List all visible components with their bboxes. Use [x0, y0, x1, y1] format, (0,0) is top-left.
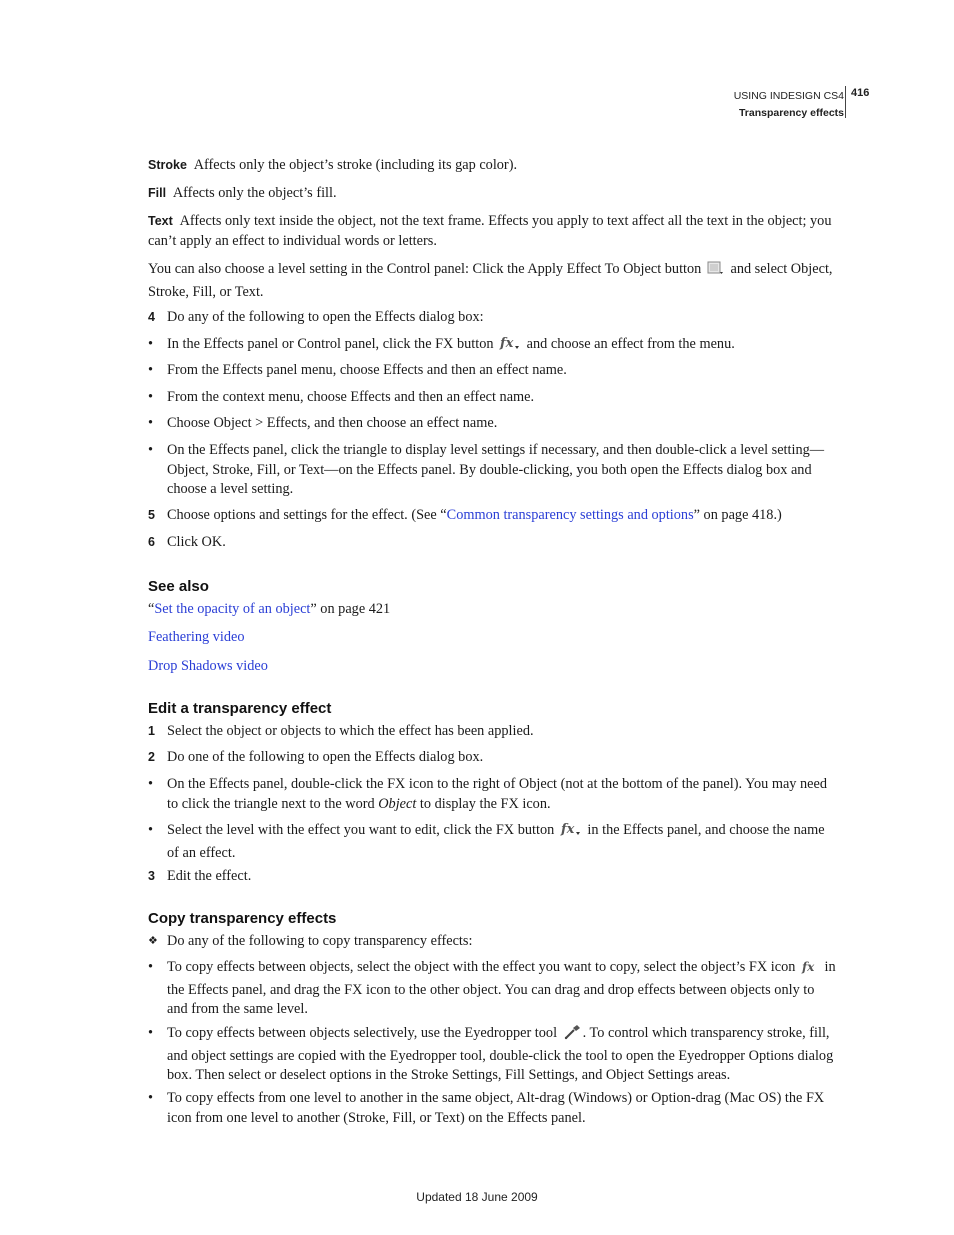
step-6 — [148, 533, 838, 553]
paragraph-text: and select Object, Stroke, Fill, or Text. — [148, 261, 833, 300]
apply-effect-icon — [707, 261, 725, 283]
section-title: Transparency effects — [738, 107, 844, 119]
bullet: • — [148, 389, 154, 405]
list-item-text: Choose Object > Effects, and then choose an effect name. — [167, 415, 498, 431]
def-text: Affects only text inside the object, not the text frame. Effects you apply to text affect all the text in the object; you can’t apply an effect to individual words or letters. — [148, 213, 832, 249]
def-stroke — [148, 156, 517, 176]
step-number: 1 — [148, 724, 155, 738]
edit-step-3 — [148, 867, 838, 887]
level-paragraph — [148, 260, 838, 302]
list-item-text: in the Effects panel, and choose the name of an effect. — [167, 822, 825, 861]
step-4 — [148, 308, 838, 328]
bullet: • — [148, 822, 154, 838]
svg-text:fx: fx — [500, 336, 514, 351]
bullet: • — [148, 362, 154, 378]
list-item — [148, 361, 838, 381]
header-divider — [845, 86, 846, 118]
def-text-item — [148, 212, 838, 251]
fx-button-icon — [499, 335, 521, 358]
list-item-text: To copy effects between objects selectively, use the Eyedropper tool — [167, 1025, 558, 1041]
list-item — [148, 388, 838, 408]
svg-text:fx: fx — [801, 960, 815, 974]
page-number: 416 — [851, 87, 870, 99]
fx-icon — [801, 960, 819, 981]
link-common-transparency-settings[interactable]: Common transparency settings and options — [446, 507, 694, 523]
see-also-item — [148, 628, 244, 648]
running-header — [734, 88, 844, 122]
step-number: 5 — [148, 508, 155, 522]
link-drop-shadows-video[interactable]: Drop Shadows video — [148, 658, 268, 674]
link-feathering-video[interactable]: Feathering video — [148, 629, 245, 645]
list-item — [148, 775, 838, 814]
list-item — [148, 1089, 838, 1128]
step-text: Do one of the following to open the Effects dialog box. — [167, 749, 484, 765]
list-item-text: In the Effects panel or Control panel, click the FX button — [167, 336, 494, 352]
diamond-bullet-icon: ❖ — [148, 935, 158, 947]
see-also-item — [148, 600, 390, 620]
list-item — [148, 958, 838, 1020]
see-also-item — [148, 657, 268, 677]
edit-step-2 — [148, 748, 838, 768]
bullet: • — [148, 336, 154, 352]
list-item-text: . To control which transparency stroke, fill, and object settings are copied with the Eyedropper tool, double-click the tool to open the Eyedropper Options dialog box. Then select or deselect options in the Stroke Settings, Fill Settings, and Object Settings areas. — [167, 1025, 834, 1083]
intro-text: Do any of the following to copy transparency effects: — [167, 933, 473, 949]
quote-mark: “ — [148, 601, 155, 617]
bullet: • — [148, 776, 154, 792]
step-text: Select the object or objects to which the effect has been applied. — [167, 723, 534, 739]
list-item — [148, 441, 838, 500]
step-number: 2 — [148, 750, 155, 764]
eyedropper-icon — [563, 1024, 581, 1047]
copy-intro — [148, 932, 838, 952]
edit-step-1 — [148, 722, 838, 742]
bullet: • — [148, 959, 154, 975]
def-text: Affects only the object’s stroke (including its gap color). — [193, 157, 518, 173]
step-text: ” on page 418.) — [693, 507, 782, 523]
step-5 — [148, 506, 838, 526]
list-item-text: On the Effects panel, click the triangle to display level settings if necessary, and then double-click a level setting—Object, Stroke, Fill, or Text—on the Effects panel. By double-clicking, you both open the Effects dialog box and choose a level setting. — [167, 442, 825, 497]
list-item — [148, 1024, 838, 1086]
def-text: Affects only the object’s fill. — [172, 185, 337, 201]
list-item-text: in the Effects panel, and drag the FX icon to the other object. You can drag and drop effects between objects only to and from the same level. — [167, 959, 836, 1017]
bullet: • — [148, 1090, 154, 1106]
list-item-text: On the Effects panel, double-click the FX icon to the right of Object (not at the bottom of the panel). You may need to click the triangle next to the word — [167, 776, 828, 812]
def-fill — [148, 184, 337, 204]
bullet: • — [148, 1025, 154, 1041]
def-term: Stroke — [148, 158, 187, 172]
step-number: 4 — [148, 310, 155, 324]
list-item-text: To copy effects from one level to another in the same object, Alt-drag (Windows) or Option-drag (Mac OS) the FX icon from one level to another (Stroke, Fill, or Text) on the Effects panel. — [167, 1090, 825, 1126]
link-set-opacity[interactable]: Set the opacity of an object — [154, 601, 311, 617]
bullet: • — [148, 442, 154, 458]
list-item-text: From the Effects panel menu, choose Effects and then an effect name. — [167, 362, 567, 378]
doc-title: USING INDESIGN CS4 — [733, 90, 844, 102]
edit-heading: Edit a transparency effect — [148, 700, 332, 717]
list-item-text: and choose an effect from the menu. — [526, 336, 735, 352]
list-item — [148, 335, 838, 358]
paragraph-text: You can also choose a level setting in the Control panel: Click the Apply Effect To Object button — [148, 261, 702, 277]
list-item — [148, 821, 838, 863]
def-term: Text — [148, 214, 173, 228]
see-also-heading: See also — [148, 578, 209, 595]
step-text: Click OK. — [167, 534, 226, 550]
list-item-text: to display the FX icon. — [419, 795, 551, 812]
svg-text:fx: fx — [560, 822, 575, 837]
def-term: Fill — [148, 186, 167, 200]
list-item-text: From the context menu, choose Effects and then an effect name. — [167, 389, 535, 405]
step-text: Choose options and settings for the effect. (See “ — [167, 507, 447, 523]
bullet: • — [148, 415, 154, 431]
copy-heading: Copy transparency effects — [148, 910, 337, 927]
list-item-text: Select the level with the effect you want to edit, click the FX button — [167, 822, 555, 838]
emphasis-text: Object — [378, 795, 417, 812]
page-footer: Updated 18 June 2009 — [416, 1190, 538, 1204]
fx-button-icon — [560, 821, 582, 844]
step-text: Edit the effect. — [167, 868, 252, 884]
step-number: 6 — [148, 535, 155, 549]
page-ref: ” on page 421 — [310, 601, 391, 617]
list-item — [148, 414, 838, 434]
step-text: Do any of the following to open the Effects dialog box: — [167, 309, 484, 325]
list-item-text: To copy effects between objects, select the object with the effect you want to copy, select the object’s FX icon — [167, 959, 796, 975]
step-number: 3 — [148, 869, 155, 883]
